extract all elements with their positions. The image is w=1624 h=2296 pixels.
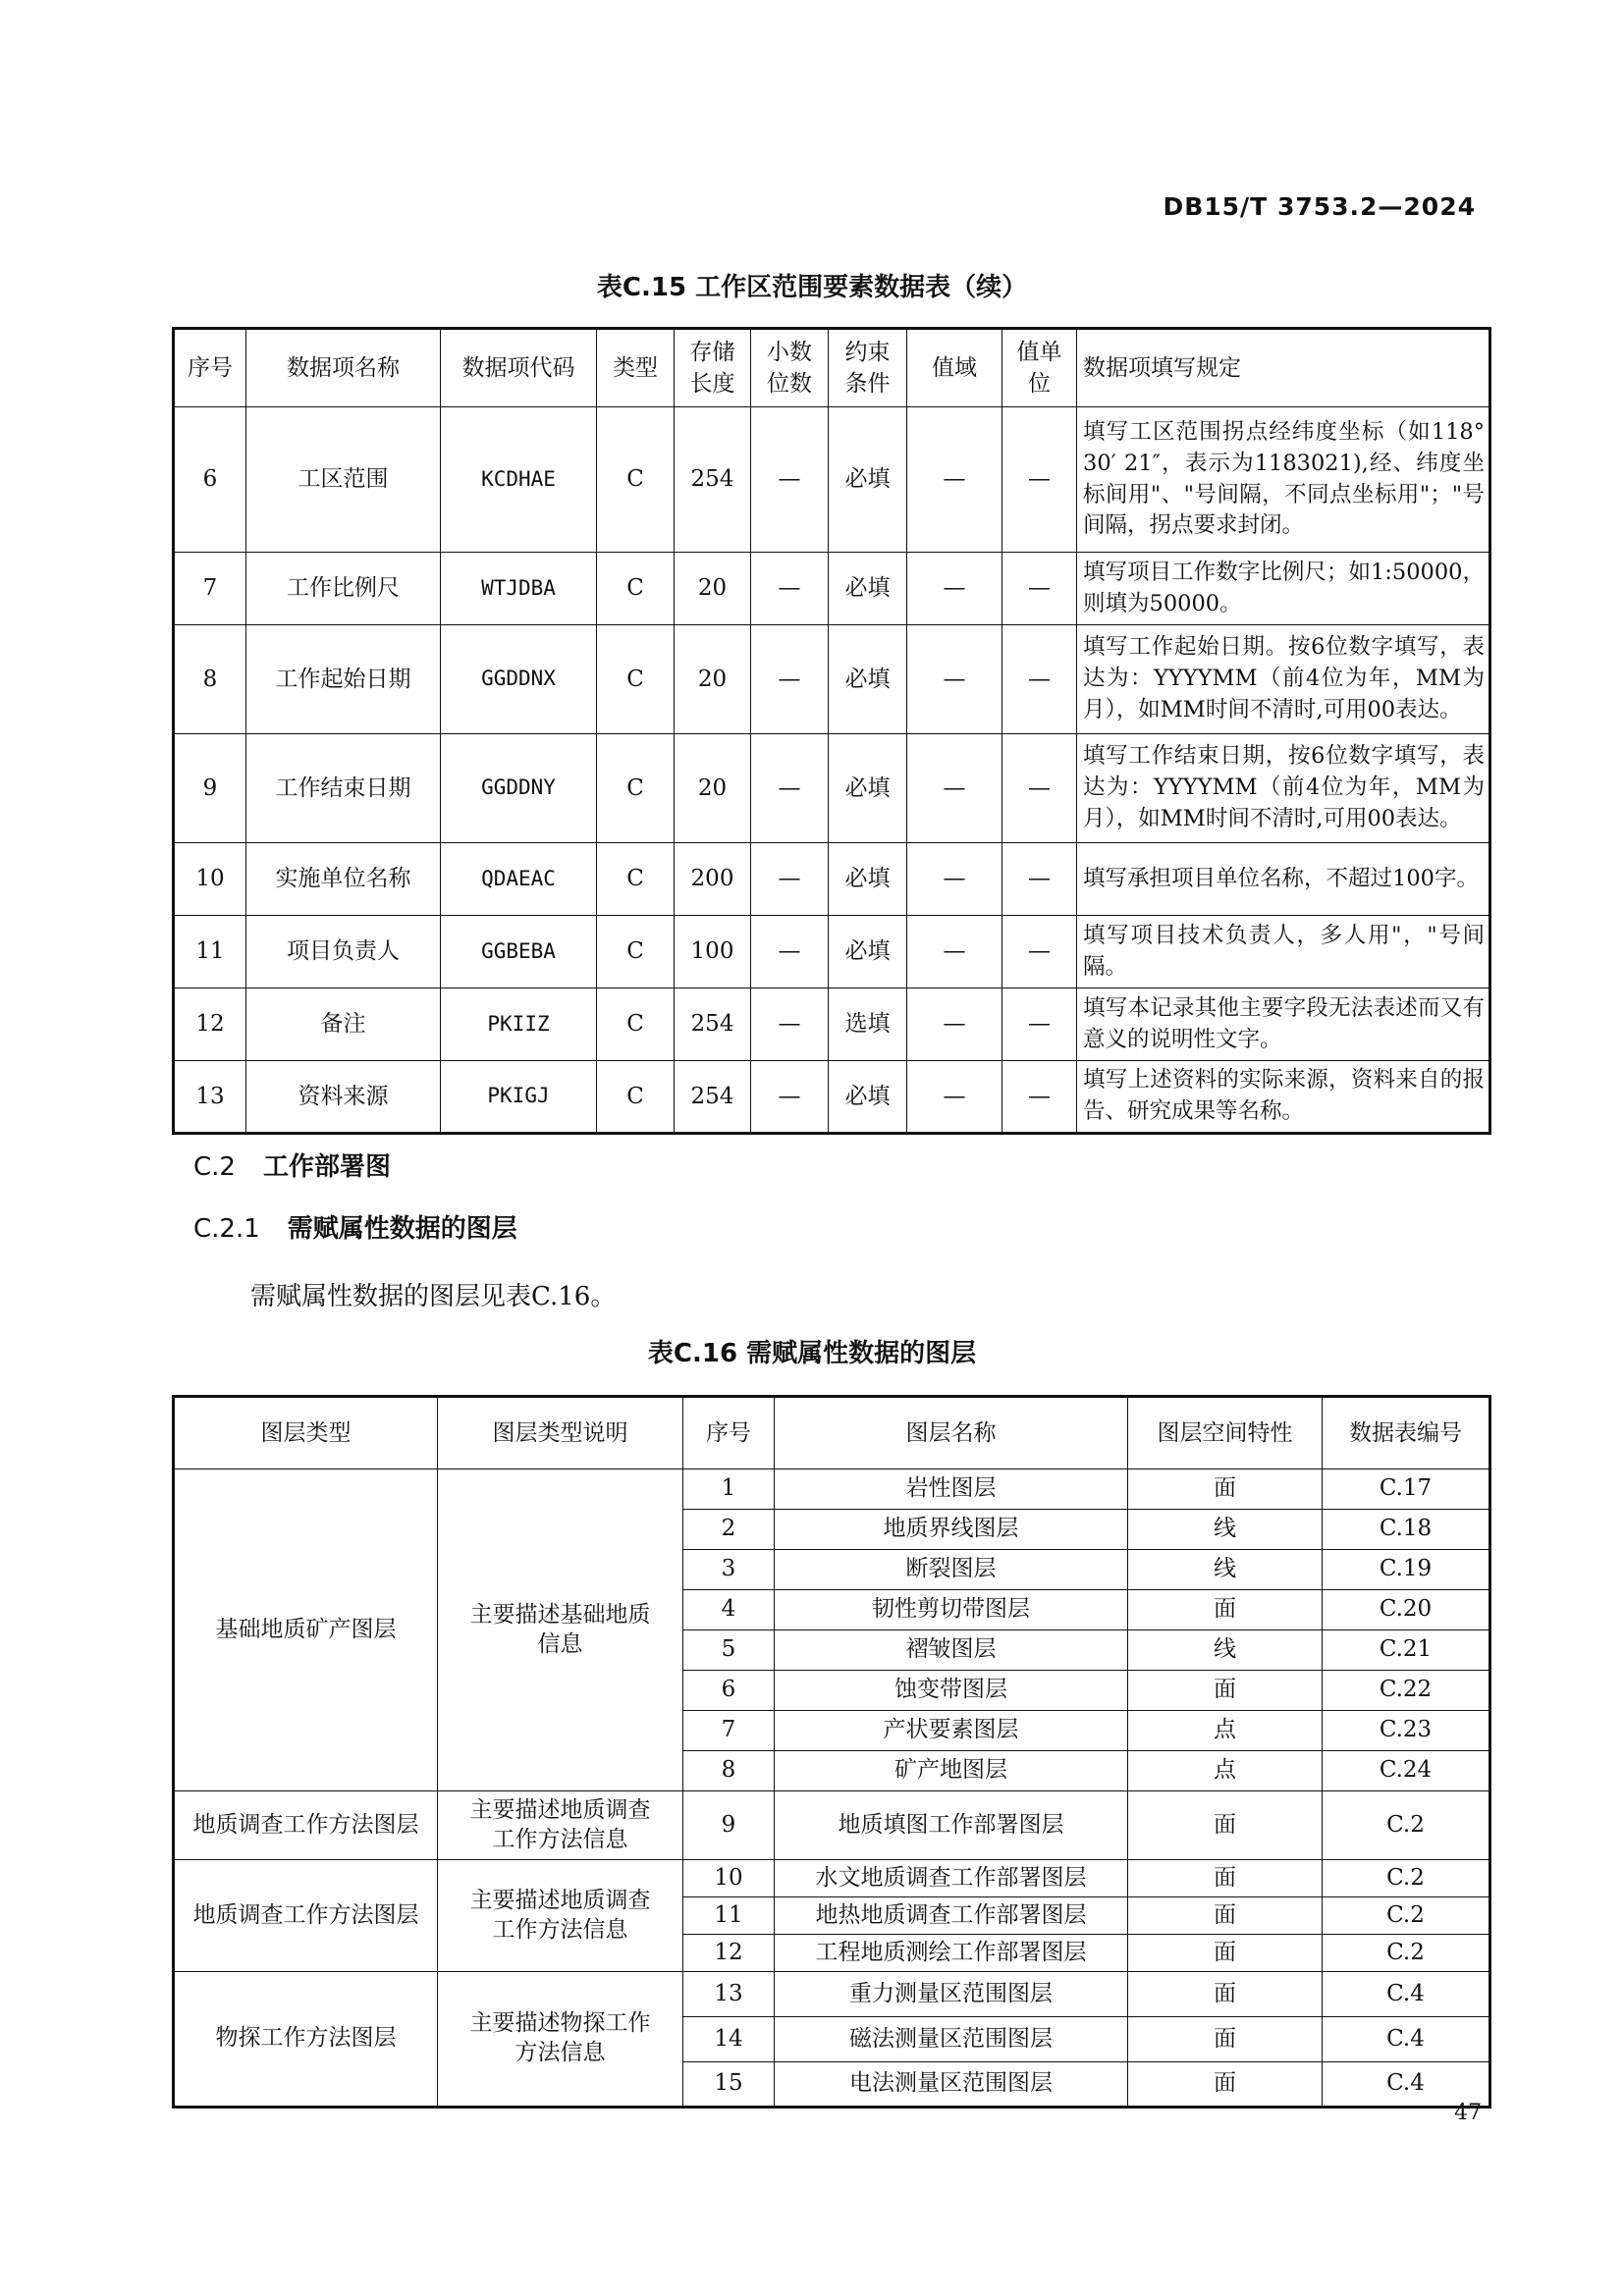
body-paragraph: 需赋属性数据的图层见表C.16。: [250, 1282, 617, 1311]
cell-dec: —: [751, 407, 829, 553]
cell-name: 备注: [246, 988, 441, 1061]
col-header: 图层名称: [775, 1397, 1128, 1469]
col-header: 图层类型: [174, 1397, 438, 1469]
col-header: 值单位: [1002, 329, 1077, 407]
cell-rule: 填写项目技术负责人，多人用"，"号间隔。: [1077, 916, 1490, 988]
cell-name: 产状要素图层: [775, 1711, 1128, 1751]
cell-name: 矿产地图层: [775, 1751, 1128, 1791]
cell-table: C.21: [1323, 1630, 1490, 1671]
cell-name: 断裂图层: [775, 1550, 1128, 1590]
cell-req: 必填: [829, 407, 907, 553]
table-row: [174, 625, 1490, 734]
cell-rule: 填写承担项目单位名称，不超过100字。: [1077, 843, 1490, 916]
cell-table: C.17: [1323, 1469, 1490, 1510]
section-number: C.2: [193, 1152, 236, 1182]
page-number: 47: [1454, 2101, 1482, 2125]
col-header: 值域: [907, 329, 1002, 407]
cell-type: C: [597, 1061, 675, 1134]
cell-len: 20: [675, 553, 751, 625]
cell-spatial: 面: [1128, 1791, 1323, 1860]
cell-domain: —: [907, 407, 1002, 553]
cell-name: 地热地质调查工作部署图层: [775, 1897, 1128, 1935]
cell-type: C: [597, 734, 675, 843]
cell-len: 20: [675, 734, 751, 843]
cell-no: 13: [174, 1061, 246, 1134]
cell-len: 200: [675, 843, 751, 916]
cell-name: 地质界线图层: [775, 1510, 1128, 1550]
cell-unit: —: [1002, 407, 1077, 553]
cell-name: 资料来源: [246, 1061, 441, 1134]
cell-no: 5: [683, 1630, 775, 1671]
cell-name: 电法测量区范围图层: [775, 2062, 1128, 2108]
cell-table: C.22: [1323, 1671, 1490, 1711]
table-row: [174, 407, 1490, 553]
cell-dec: —: [751, 734, 829, 843]
col-header: 序号: [683, 1397, 775, 1469]
section-title: 工作部署图: [262, 1152, 391, 1182]
col-header: 数据表编号: [1323, 1397, 1490, 1469]
cell-no: 2: [683, 1510, 775, 1550]
cell-no: 12: [174, 988, 246, 1061]
cell-type: C: [597, 407, 675, 553]
cell-layer-type: 地质调查工作方法图层: [174, 1791, 438, 1860]
cell-code: GGDDNY: [441, 734, 597, 843]
cell-unit: —: [1002, 625, 1077, 734]
cell-table: C.4: [1323, 2062, 1490, 2108]
cell-name: 地质填图工作部署图层: [775, 1791, 1128, 1860]
table1-caption: 表C.15 工作区范围要素数据表（续）: [596, 273, 1028, 302]
cell-rule: 填写工作结束日期，按6位数字填写，表达为：YYYYMM（前4位为年，MM为月），如MM时间不清时,可用00表达。: [1077, 734, 1490, 843]
cell-no: 11: [174, 916, 246, 988]
cell-req: 必填: [829, 843, 907, 916]
table-c15: [172, 327, 1491, 1135]
cell-len: 254: [675, 1061, 751, 1134]
cell-dec: —: [751, 916, 829, 988]
cell-layer-type: 基础地质矿产图层: [174, 1469, 438, 1791]
cell-layer-type: 物探工作方法图层: [174, 1972, 438, 2108]
cell-len: 254: [675, 988, 751, 1061]
cell-type: C: [597, 988, 675, 1061]
cell-req: 必填: [829, 553, 907, 625]
cell-code: GGBEBA: [441, 916, 597, 988]
cell-domain: —: [907, 843, 1002, 916]
cell-domain: —: [907, 988, 1002, 1061]
cell-type: C: [597, 553, 675, 625]
cell-table: C.23: [1323, 1711, 1490, 1751]
col-header: 小数位数: [751, 329, 829, 407]
cell-table: C.19: [1323, 1550, 1490, 1590]
cell-req: 必填: [829, 734, 907, 843]
cell-type: C: [597, 625, 675, 734]
cell-table: C.24: [1323, 1751, 1490, 1791]
cell-dec: —: [751, 625, 829, 734]
col-header: 数据项名称: [246, 329, 441, 407]
table-row: [174, 734, 1490, 843]
cell-name: 工程地质测绘工作部署图层: [775, 1935, 1128, 1972]
cell-req: 必填: [829, 1061, 907, 1134]
cell-no: 9: [683, 1791, 775, 1860]
cell-layer-desc: 主要描述地质调查工作方法信息: [438, 1860, 683, 1972]
cell-code: PKIIZ: [441, 988, 597, 1061]
cell-type: C: [597, 916, 675, 988]
cell-spatial: 线: [1128, 1550, 1323, 1590]
cell-spatial: 面: [1128, 1671, 1323, 1711]
cell-name: 蚀变带图层: [775, 1671, 1128, 1711]
cell-name: 岩性图层: [775, 1469, 1128, 1510]
cell-no: 7: [683, 1711, 775, 1751]
cell-spatial: 面: [1128, 1935, 1323, 1972]
table2-header-row: [174, 1397, 1490, 1469]
cell-no: 6: [174, 407, 246, 553]
cell-name: 韧性剪切带图层: [775, 1590, 1128, 1630]
cell-layer-desc: 主要描述基础地质信息: [438, 1469, 683, 1791]
cell-no: 10: [174, 843, 246, 916]
cell-no: 7: [174, 553, 246, 625]
cell-req: 选填: [829, 988, 907, 1061]
cell-table: C.2: [1323, 1791, 1490, 1860]
table-row: [174, 1860, 1490, 1897]
col-header: 存储长度: [675, 329, 751, 407]
cell-unit: —: [1002, 734, 1077, 843]
cell-req: 必填: [829, 625, 907, 734]
table-row: [174, 1791, 1490, 1860]
cell-name: 重力测量区范围图层: [775, 1972, 1128, 2017]
cell-unit: —: [1002, 553, 1077, 625]
table-row: [174, 1469, 1490, 1510]
cell-name: 工作起始日期: [246, 625, 441, 734]
section-number: C.2.1: [193, 1214, 260, 1244]
cell-spatial: 点: [1128, 1751, 1323, 1791]
col-header: 序号: [174, 329, 246, 407]
table2-caption: 表C.16 需赋属性数据的图层: [647, 1339, 977, 1368]
col-header: 图层空间特性: [1128, 1397, 1323, 1469]
cell-spatial: 面: [1128, 1469, 1323, 1510]
col-header: 约束条件: [829, 329, 907, 407]
section-title: 需赋属性数据的图层: [287, 1214, 517, 1244]
cell-code: KCDHAE: [441, 407, 597, 553]
cell-domain: —: [907, 1061, 1002, 1134]
cell-code: WTJDBA: [441, 553, 597, 625]
col-header: 类型: [597, 329, 675, 407]
cell-len: 100: [675, 916, 751, 988]
section-c2-heading: [193, 1147, 391, 1183]
col-header: 数据项填写规定: [1077, 329, 1490, 407]
cell-dec: —: [751, 553, 829, 625]
table-row: [174, 553, 1490, 625]
cell-table: C.2: [1323, 1897, 1490, 1935]
cell-rule: 填写工作起始日期。按6位数字填写，表达为：YYYYMM（前4位为年，MM为月），如MM时间不清时,可用00表达。: [1077, 625, 1490, 734]
table-row: [174, 988, 1490, 1061]
cell-unit: —: [1002, 988, 1077, 1061]
cell-spatial: 面: [1128, 1860, 1323, 1897]
cell-no: 14: [683, 2017, 775, 2062]
cell-unit: —: [1002, 843, 1077, 916]
cell-no: 12: [683, 1935, 775, 1972]
cell-spatial: 线: [1128, 1510, 1323, 1550]
cell-no: 15: [683, 2062, 775, 2108]
table-row: [174, 1061, 1490, 1134]
col-header: 图层类型说明: [438, 1397, 683, 1469]
cell-spatial: 面: [1128, 1972, 1323, 2017]
cell-name: 项目负责人: [246, 916, 441, 988]
table-c16: [172, 1395, 1491, 2109]
cell-rule: 填写工区范围拐点经纬度坐标（如118° 30′ 21″，表示为1183021),经、纬度坐标间用"、"号间隔，不同点坐标用"；"号间隔，拐点要求封闭。: [1077, 407, 1490, 553]
cell-no: 8: [683, 1751, 775, 1791]
table-row: [174, 843, 1490, 916]
cell-dec: —: [751, 1061, 829, 1134]
cell-domain: —: [907, 553, 1002, 625]
cell-dec: —: [751, 988, 829, 1061]
cell-rule: 填写上述资料的实际来源，资料来自的报告、研究成果等名称。: [1077, 1061, 1490, 1134]
document-id: DB15/T 3753.2—2024: [1163, 192, 1476, 221]
cell-type: C: [597, 843, 675, 916]
cell-name: 工作比例尺: [246, 553, 441, 625]
cell-table: C.4: [1323, 1972, 1490, 2017]
cell-layer-type: 地质调查工作方法图层: [174, 1860, 438, 1972]
cell-no: 4: [683, 1590, 775, 1630]
cell-no: 11: [683, 1897, 775, 1935]
cell-req: 必填: [829, 916, 907, 988]
cell-table: C.18: [1323, 1510, 1490, 1550]
cell-layer-desc: 主要描述物探工作方法信息: [438, 1972, 683, 2108]
cell-table: C.4: [1323, 2017, 1490, 2062]
cell-dec: —: [751, 843, 829, 916]
cell-len: 254: [675, 407, 751, 553]
cell-rule: 填写本记录其他主要字段无法表述而又有意义的说明性文字。: [1077, 988, 1490, 1061]
cell-no: 10: [683, 1860, 775, 1897]
cell-code: PKIGJ: [441, 1061, 597, 1134]
cell-spatial: 面: [1128, 2017, 1323, 2062]
cell-domain: —: [907, 734, 1002, 843]
cell-table: C.20: [1323, 1590, 1490, 1630]
cell-no: 9: [174, 734, 246, 843]
cell-domain: —: [907, 916, 1002, 988]
cell-domain: —: [907, 625, 1002, 734]
cell-table: C.2: [1323, 1860, 1490, 1897]
cell-name: 实施单位名称: [246, 843, 441, 916]
col-header: 数据项代码: [441, 329, 597, 407]
cell-no: 6: [683, 1671, 775, 1711]
cell-no: 8: [174, 625, 246, 734]
cell-spatial: 面: [1128, 1590, 1323, 1630]
cell-name: 工作结束日期: [246, 734, 441, 843]
table1-header-row: [174, 329, 1490, 407]
cell-name: 工区范围: [246, 407, 441, 553]
cell-no: 13: [683, 1972, 775, 2017]
section-c21-heading: [193, 1208, 517, 1245]
table-row: [174, 1972, 1490, 2017]
cell-spatial: 线: [1128, 1630, 1323, 1671]
table-row: [174, 916, 1490, 988]
cell-no: 3: [683, 1550, 775, 1590]
cell-spatial: 点: [1128, 1711, 1323, 1751]
cell-spatial: 面: [1128, 2062, 1323, 2108]
cell-code: GGDDNX: [441, 625, 597, 734]
cell-unit: —: [1002, 1061, 1077, 1134]
cell-name: 褶皱图层: [775, 1630, 1128, 1671]
cell-len: 20: [675, 625, 751, 734]
cell-table: C.2: [1323, 1935, 1490, 1972]
cell-layer-desc: 主要描述地质调查工作方法信息: [438, 1791, 683, 1860]
cell-name: 磁法测量区范围图层: [775, 2017, 1128, 2062]
cell-spatial: 面: [1128, 1897, 1323, 1935]
cell-unit: —: [1002, 916, 1077, 988]
cell-name: 水文地质调查工作部署图层: [775, 1860, 1128, 1897]
cell-code: QDAEAC: [441, 843, 597, 916]
cell-rule: 填写项目工作数字比例尺；如1:50000，则填为50000。: [1077, 553, 1490, 625]
cell-no: 1: [683, 1469, 775, 1510]
